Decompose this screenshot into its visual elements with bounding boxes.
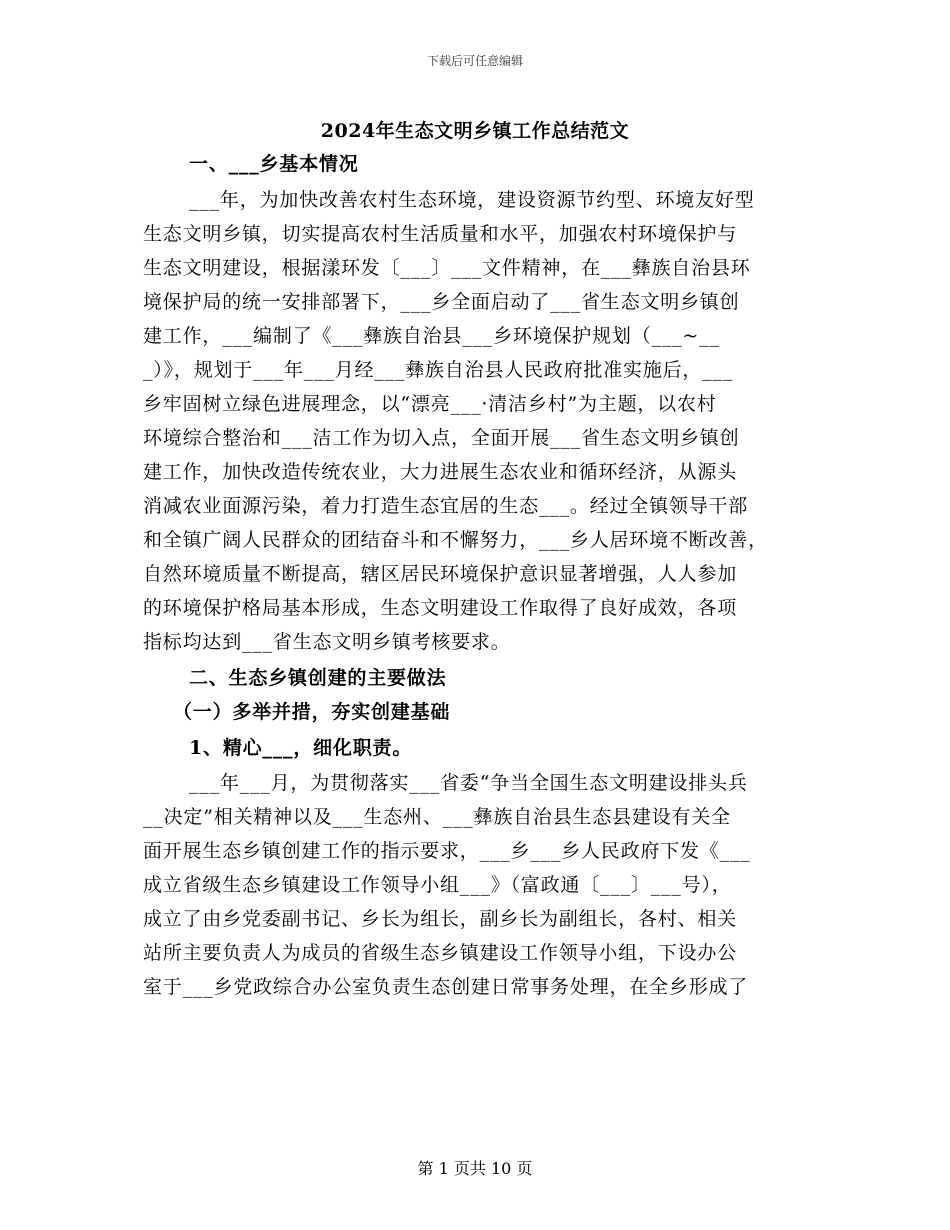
paragraph-line: 站所主要负责人为成员的省级生态乡镇建设工作领导小组，下设办公 bbox=[143, 942, 738, 964]
paragraph-line: 建工作，加快改造传统农业，大力进展生态农业和循环经济，从源头 bbox=[143, 461, 738, 483]
paragraph-line: 室于___乡党政综合办公室负责生态创建日常事务处理，在全乡形成了 bbox=[143, 976, 749, 998]
paragraph-line: 乡牢固树立绿色进展理念，以“漂亮___·清洁乡村”为主题，以农村 bbox=[143, 393, 717, 415]
item-heading: 1、精心___，细化职责。 bbox=[189, 737, 413, 759]
paragraph-line: 生态文明建设，根据漾环发〔___〕___文件精神，在___彝族自治县环 bbox=[143, 257, 751, 279]
paragraph-line: ___年___月，为贯彻落实___省委“争当全国生态文明建设排头兵 bbox=[189, 772, 748, 794]
section-heading: 一、___乡基本情况 bbox=[189, 153, 359, 175]
header-note: 下载后可任意编辑 bbox=[426, 54, 523, 68]
paragraph-line: __决定”相关精神以及___生态州、___彝族自治县生态县建设有关全 bbox=[143, 806, 731, 828]
page-footer: 第 1 页共 10 页 bbox=[417, 1159, 533, 1178]
paragraph-line: ___年，为加快改善农村生态环境，建设资源节约型、环境友好型 bbox=[189, 189, 755, 211]
paragraph-line: 和全镇广阔人民群众的团结奋斗和不懈努力，___乡人居环境不断改善， bbox=[143, 529, 768, 551]
paragraph-line: 成立了由乡党委副书记、乡长为组长，副乡长为副组长，各村、相关 bbox=[143, 908, 738, 930]
paragraph-line: 境保护局的统一安排部署下，___乡全面启动了___省生态文明乡镇创 bbox=[143, 291, 740, 313]
paragraph-line: 生态文明乡镇，切实提高农村生活质量和水平，加强农村环境保护与 bbox=[143, 223, 738, 245]
paragraph-line: 的环境保护格局基本形成，生态文明建设工作取得了良好成效，各项 bbox=[143, 597, 738, 619]
document-title: 2024年生态文明乡镇工作总结范文 bbox=[320, 120, 630, 142]
paragraph-line: 消减农业面源污染，着力打造生态宜居的生态___。经过全镇领导干部 bbox=[143, 495, 749, 517]
subsection-heading: （一）多举并措，夯实创建基础 bbox=[173, 701, 451, 723]
paragraph-line: 指标均达到___省生态文明乡镇考核要求。 bbox=[143, 631, 511, 653]
section-heading: 二、生态乡镇创建的主要做法 bbox=[189, 667, 447, 689]
paragraph-line: 成立省级生态乡镇建设工作领导小组___》（富政通〔___〕___号）， bbox=[143, 874, 732, 896]
paragraph-line: _）》，规划于___年___月经___彝族自治县人民政府批准实施后，___ bbox=[143, 359, 734, 381]
paragraph-line: 建工作，___编制了《___彝族自治县___乡环境保护规划（___~__ bbox=[143, 325, 720, 347]
paragraph-line: 自然环境质量不断提高，辖区居民环境保护意识显著增强，人人参加 bbox=[143, 563, 738, 585]
paragraph-line: 面开展生态乡镇创建工作的指示要求，___乡___乡人民政府下发《___ bbox=[143, 840, 751, 862]
paragraph-line: 环境综合整治和___洁工作为切入点，全面开展___省生态文明乡镇创 bbox=[143, 427, 740, 449]
